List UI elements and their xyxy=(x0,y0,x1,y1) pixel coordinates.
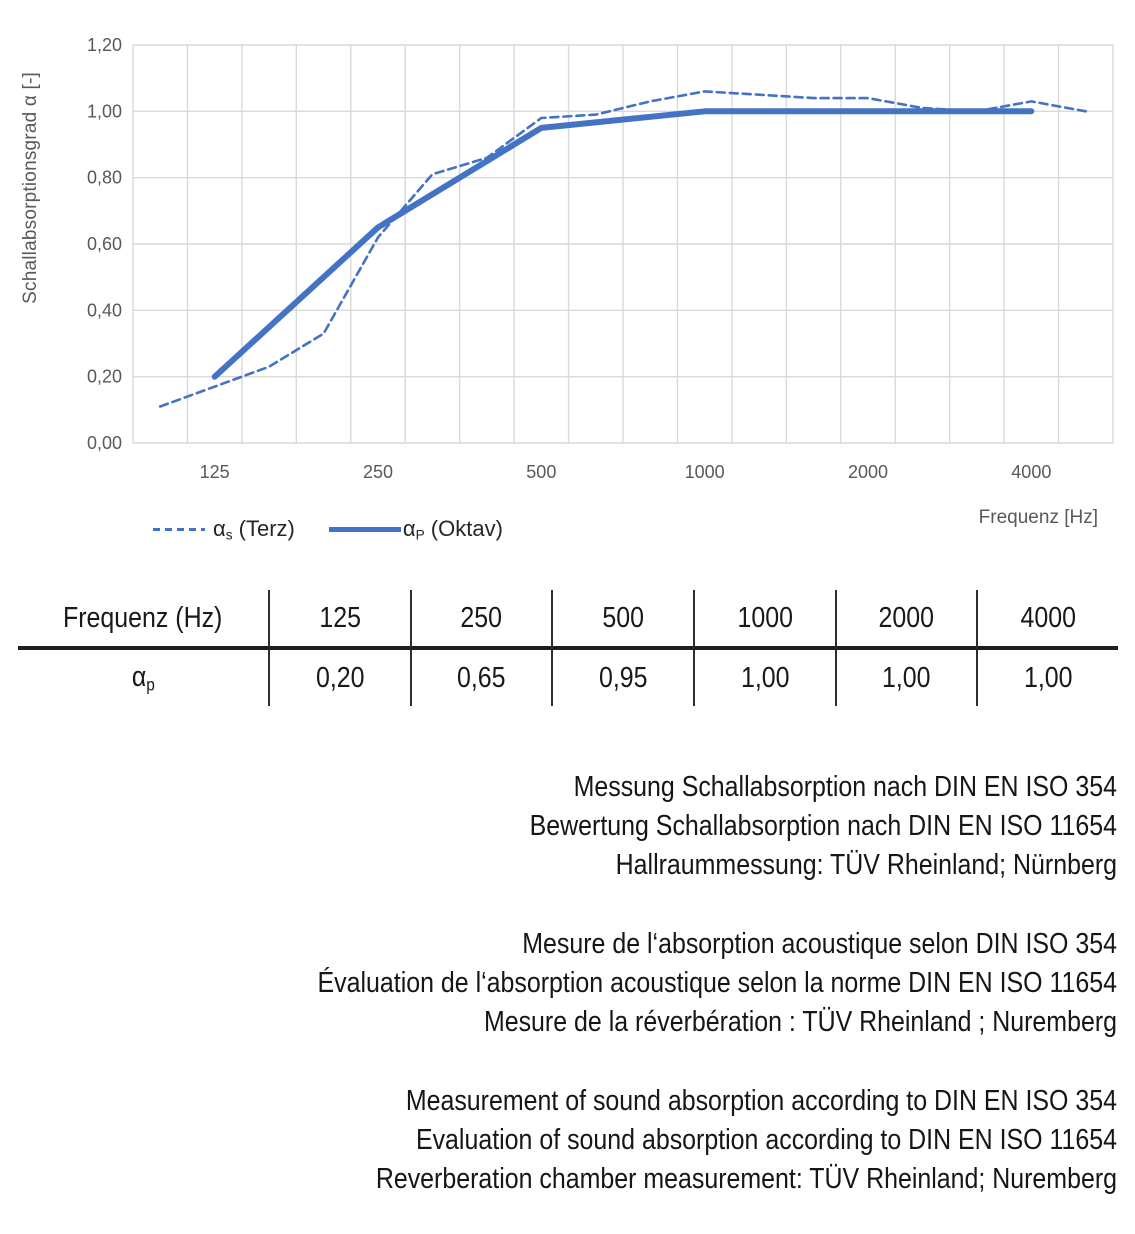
dashed-line-swatch xyxy=(153,528,205,531)
x-tick-label: 500 xyxy=(526,462,557,482)
absorption-chart xyxy=(0,0,1135,580)
table-header-cell: 2000 xyxy=(835,590,977,650)
alpha-p-table xyxy=(18,590,1118,706)
table-value-cell: 1,00 xyxy=(835,650,977,706)
table-header-cell: 250 xyxy=(410,590,552,650)
y-tick-label: 1,00 xyxy=(86,101,122,122)
notes-french xyxy=(18,925,1117,1042)
y-tick-label: 0,60 xyxy=(86,234,122,254)
note-line: Messung Schallabsorption nach DIN EN ISO 354 xyxy=(573,771,1117,803)
table-row-label: $\alpha_p$ xyxy=(131,660,155,695)
table-value-cell: 1,00 xyxy=(693,650,835,706)
x-tick-label: 125 xyxy=(199,462,230,482)
legend-label-alpha-p: $\alpha_P$ (Oktav) xyxy=(402,516,503,543)
note-line: Hallraummessung: TÜV Rheinland; Nürnberg xyxy=(615,849,1117,881)
x-tick-label: 250 xyxy=(362,462,394,482)
y-axis-title xyxy=(14,58,48,318)
note-line: Mesure de l‘absorption acoustique selon DIN ISO 354 xyxy=(522,928,1117,960)
note-line: Reverberation chamber measurement: TÜV Rheinland; Nuremberg xyxy=(375,1163,1117,1195)
table-value-cell: 0,20 xyxy=(268,650,410,706)
table-header-cell: 4000 xyxy=(976,590,1118,650)
table-header-cell: 500 xyxy=(551,590,693,650)
table-value-cell: 1,00 xyxy=(976,650,1118,706)
x-tick-label: 1000 xyxy=(684,462,725,482)
table-header-cell: 1000 xyxy=(693,590,835,650)
legend-label-alpha-s: $\alpha_s$ (Terz) xyxy=(213,516,295,543)
solid-line-swatch xyxy=(329,527,401,532)
table-header-cell: Frequenz (Hz) xyxy=(18,590,268,650)
x-tick-label: 4000 xyxy=(1011,462,1052,482)
x-tick-label: 2000 xyxy=(847,462,889,482)
y-tick-label: 1,20 xyxy=(86,35,122,55)
y-tick-label: 0,80 xyxy=(86,167,122,188)
note-line: Evaluation of sound absorption according to DIN EN ISO 11654 xyxy=(415,1124,1118,1156)
table-value-cell: 0,65 xyxy=(410,650,552,706)
table-value-cell: 0,95 xyxy=(551,650,693,706)
note-line: Mesure de la réverbération : TÜV Rheinland ; Nuremberg xyxy=(483,1006,1117,1038)
note-line: Measurement of sound absorption according to DIN EN ISO 354 xyxy=(405,1085,1117,1117)
chart-legend xyxy=(153,516,503,542)
x-axis-title: Frequenz [Hz] xyxy=(978,507,1098,528)
y-axis-title-text: Schallabsorptionsgrad α [-] xyxy=(20,72,41,304)
table-header-cell: 125 xyxy=(268,590,410,650)
note-line: Évaluation de l‘absorption acoustique selon la norme DIN EN ISO 11654 xyxy=(317,967,1118,999)
y-tick-label: 0,20 xyxy=(86,366,122,387)
notes-english xyxy=(18,1082,1117,1199)
legend-item-alpha-s xyxy=(153,516,295,542)
y-tick-label: 0,00 xyxy=(86,433,122,453)
legend-item-alpha-p xyxy=(329,516,503,542)
notes-german xyxy=(18,768,1117,885)
note-line: Bewertung Schallabsorption nach DIN EN ISO 11654 xyxy=(529,810,1117,842)
y-tick-label: 0,40 xyxy=(86,300,122,321)
chart-plot-area xyxy=(0,0,1135,580)
